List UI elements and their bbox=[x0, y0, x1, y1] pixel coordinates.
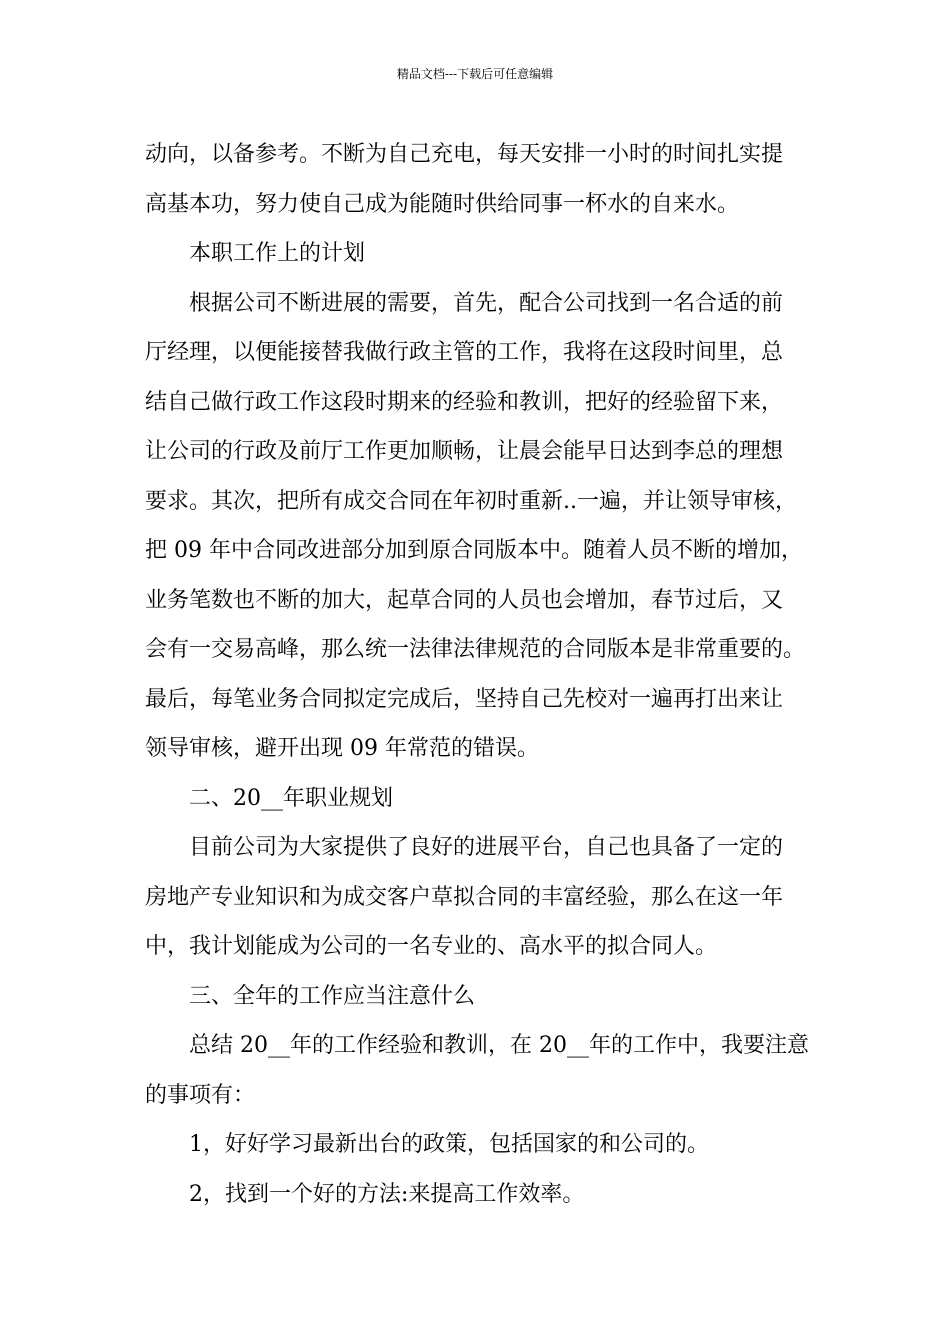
text-line: 高基本功，努力使自己成为能随时供给同事一杯水的自来水。 bbox=[145, 191, 740, 217]
text-line: 要求。其次，把所有成交合同在年初时重新..一遍，并让领导审核， bbox=[145, 488, 797, 514]
text-line: 会有一交易高峰，那么统一法律法律规范的合同版本是非常重要的。 bbox=[145, 637, 806, 662]
text-line: 动向，以备参考。不断为自己充电，每天安排一小时的时间扎实提 bbox=[145, 142, 784, 167]
text-line: 领导审核，避开出现 09 年常范的错误。 bbox=[145, 736, 539, 761]
document-body bbox=[145, 130, 835, 1219]
text-line: 厅经理，以便能接替我做行政主管的工作，我将在这段时间里，总 bbox=[145, 340, 784, 365]
text-line: 结自己做行政工作这段时期来的经验和教训，把好的经验留下来， bbox=[145, 389, 784, 415]
section-heading: 二、20__年职业规划 bbox=[189, 785, 393, 811]
list-item: 2，找到一个好的方法:来提高工作效率。 bbox=[189, 1181, 585, 1207]
section-heading: 三、全年的工作应当注意什么 bbox=[189, 983, 476, 1009]
text-line: 把 09 年中合同改进部分加到原合同版本中。随着人员不断的增加， bbox=[145, 538, 803, 563]
text-line: 让公司的行政及前厅工作更加顺畅，让晨会能早日达到李总的理想 bbox=[145, 439, 784, 464]
text-line: 房地产专业知识和为成交客户草拟合同的丰富经验，那么在这一年 bbox=[145, 884, 784, 910]
page-header: 精品文档---下载后可任意编辑 bbox=[396, 67, 554, 81]
text-line: 目前公司为大家提供了良好的进展平台，自己也具备了一定的 bbox=[189, 835, 784, 860]
list-item: 1，好好学习最新出台的政策，包括国家的和公司的。 bbox=[189, 1132, 709, 1157]
text-line: 业务笔数也不断的加大，起草合同的人员也会增加，春节过后，又 bbox=[145, 587, 784, 613]
text-line: 最后，每笔业务合同拟定完成后，坚持自己先校对一遍再打出来让 bbox=[145, 686, 784, 712]
text-line: 的事项有： bbox=[145, 1082, 256, 1108]
section-heading: 本职工作上的计划 bbox=[189, 241, 366, 266]
text-line: 根据公司不断进展的需要，首先，配合公司找到一名合适的前 bbox=[189, 290, 784, 316]
text-line: 中，我计划能成为公司的一名专业的、高水平的拟合同人。 bbox=[145, 934, 718, 959]
text-line: 总结 20__年的工作经验和教训，在 20__年的工作中，我要注意 bbox=[189, 1033, 809, 1058]
